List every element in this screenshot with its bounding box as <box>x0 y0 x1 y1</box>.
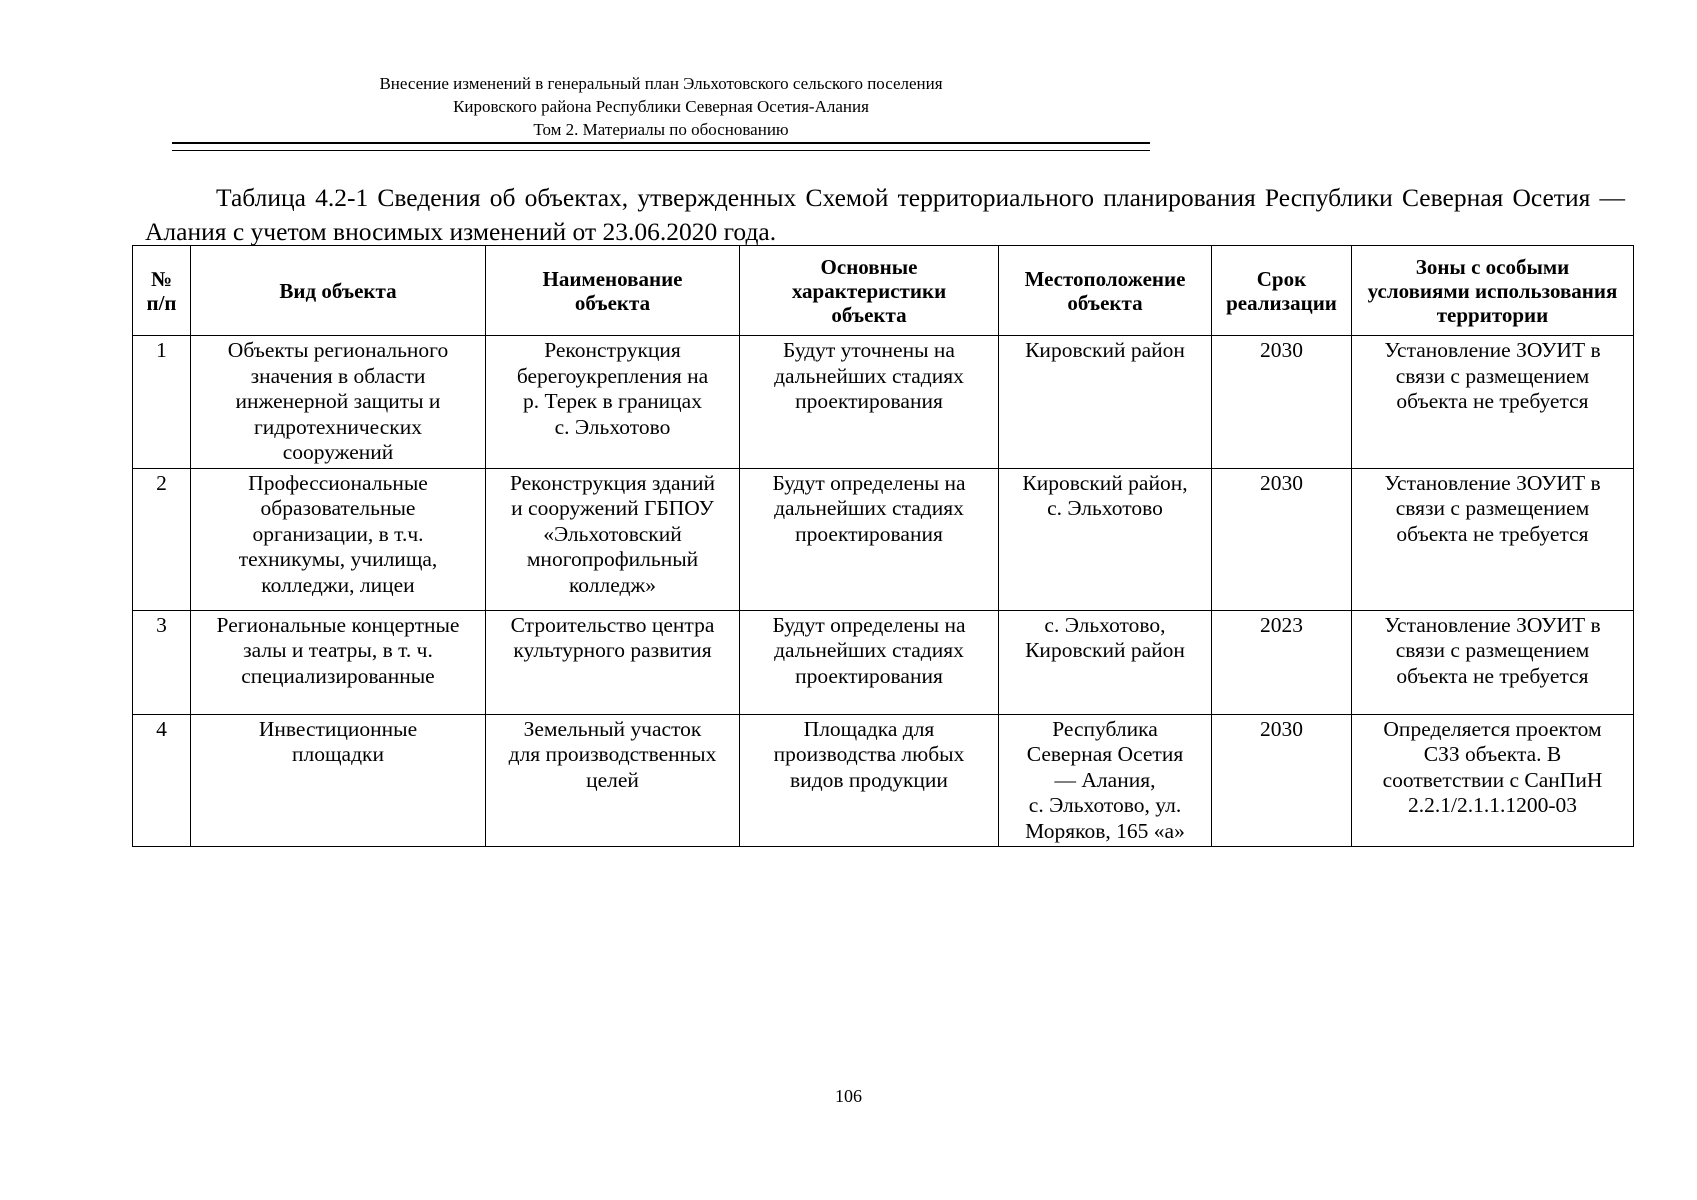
implementation-term: 2030 <box>1212 468 1352 610</box>
column-header-location: Местоположение объекта <box>999 246 1212 336</box>
implementation-term: 2030 <box>1212 336 1352 469</box>
column-header-object-name: Наименование объекта <box>486 246 740 336</box>
table-header-row <box>133 246 1634 336</box>
object-name: Реконструкция зданий и сооружений ГБПОУ «Эльхотовский многопрофильный колледж» <box>486 468 740 610</box>
implementation-term: 2023 <box>1212 610 1352 714</box>
table-row <box>133 610 1634 714</box>
table-caption: Таблица 4.2-1 Сведения об объектах, утвержденных Схемой территориального планирования Республики Северная Осетия — Алания с учетом вносимых изменений от 23.06.2020 года. <box>145 183 1625 246</box>
objects-table <box>132 245 1634 847</box>
column-header-characteristics: Основные характеристики объекта <box>740 246 999 336</box>
table-row <box>133 336 1634 469</box>
object-location: Кировский район, с. Эльхотово <box>999 468 1212 610</box>
row-number: 2 <box>133 468 191 610</box>
object-name: Строительство центра культурного развития <box>486 610 740 714</box>
row-number: 3 <box>133 610 191 714</box>
column-header-zones: Зоны с особыми условиями использования территории <box>1352 246 1634 336</box>
object-type: Региональные концертные залы и театры, в т. ч. специализированные <box>191 610 486 714</box>
object-type: Объекты регионального значения в области инженерной защиты и гидротехнических сооружений <box>191 336 486 469</box>
object-name: Земельный участок для производственных целей <box>486 714 740 847</box>
table-row <box>133 468 1634 610</box>
object-name: Реконструкция берегоукрепления на р. Терек в границах с. Эльхотово <box>486 336 740 469</box>
page-number: 106 <box>835 1086 862 1106</box>
special-zones: Установление ЗОУИТ в связи с размещением объекта не требуется <box>1352 610 1634 714</box>
object-characteristics: Будут определены на дальнейших стадиях проектирования <box>740 468 999 610</box>
column-header-number: № п/п <box>133 246 191 336</box>
special-zones: Определяется проектом СЗЗ объекта. В соответствии с СанПиН 2.2.1/2.1.1.1200-03 <box>1352 714 1634 847</box>
header-line-1: Внесение изменений в генеральный план Эльхотовского сельского поселения <box>379 74 943 93</box>
object-location: Кировский район <box>999 336 1212 469</box>
special-zones: Установление ЗОУИТ в связи с размещением объекта не требуется <box>1352 336 1634 469</box>
object-characteristics: Будут определены на дальнейших стадиях проектирования <box>740 610 999 714</box>
table-row <box>133 714 1634 847</box>
header-line-2: Кировского района Республики Северная Осетия-Алания <box>453 97 869 116</box>
object-characteristics: Площадка для производства любых видов продукции <box>740 714 999 847</box>
implementation-term: 2030 <box>1212 714 1352 847</box>
header-double-rule <box>172 142 1150 151</box>
row-number: 1 <box>133 336 191 469</box>
column-header-term: Срок реализации <box>1212 246 1352 336</box>
object-type: Инвестиционные площадки <box>191 714 486 847</box>
column-header-object-type: Вид объекта <box>191 246 486 336</box>
object-type: Профессиональные образовательные организации, в т.ч. техникумы, училища, колледжи, лицеи <box>191 468 486 610</box>
special-zones: Установление ЗОУИТ в связи с размещением объекта не требуется <box>1352 468 1634 610</box>
object-location: Республика Северная Осетия — Алания, с. Эльхотово, ул. Моряков, 165 «а» <box>999 714 1212 847</box>
running-header <box>172 72 1150 141</box>
object-location: с. Эльхотово, Кировский район <box>999 610 1212 714</box>
row-number: 4 <box>133 714 191 847</box>
header-line-3: Том 2. Материалы по обоснованию <box>533 120 789 139</box>
object-characteristics: Будут уточнены на дальнейших стадиях проектирования <box>740 336 999 469</box>
